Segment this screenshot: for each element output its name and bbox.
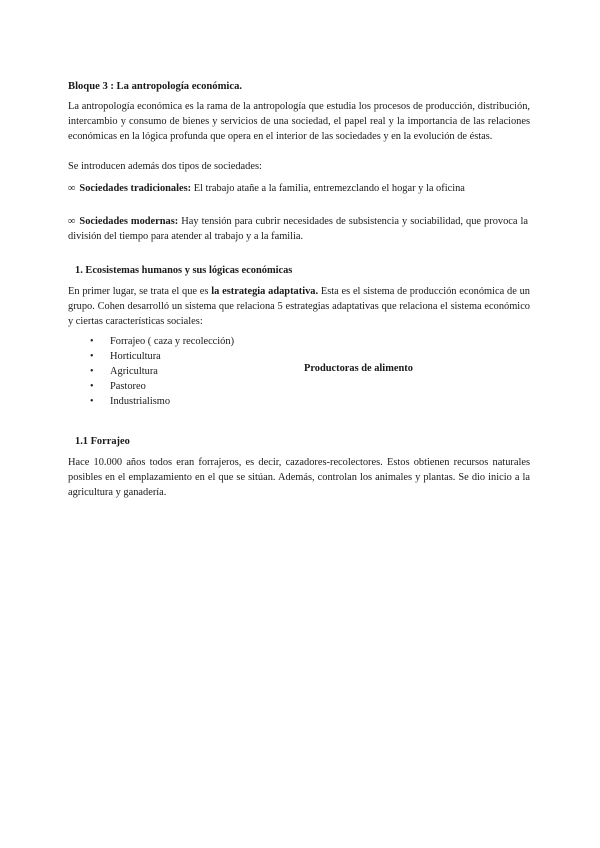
bullet-dot-icon: • bbox=[90, 336, 94, 347]
list-item-text: Horticultura bbox=[110, 351, 161, 362]
list-item bbox=[90, 379, 234, 394]
list-item bbox=[90, 334, 234, 349]
list-item bbox=[90, 394, 234, 409]
traditional-text: El trabajo atañe a la familia, entremezclando el hogar y la oficina bbox=[191, 183, 465, 194]
bullet-dot-icon: • bbox=[90, 366, 94, 377]
section-heading-ecosistemas: 1. Ecosistemas humanos y sus lógicas económicas bbox=[75, 265, 293, 276]
bullet-dot-icon: • bbox=[90, 351, 94, 362]
adaptive-strategies-list bbox=[90, 334, 234, 409]
traditional-term: Sociedades tradicionales: bbox=[79, 183, 192, 194]
list-item-text: Pastoreo bbox=[110, 381, 146, 392]
bullet-dot-icon: • bbox=[90, 381, 94, 392]
list-item-text: Agricultura bbox=[110, 366, 158, 377]
list-item-text: Industrialismo bbox=[110, 396, 171, 407]
infinity-bullet-icon: ∞ bbox=[68, 183, 76, 194]
intro-paragraph: La antropología económica es la rama de la antropología que estudia los procesos de producción, distribución, intercambio y consumo de bienes y servicios de una sociedad, el papel real y la importancia de las relaciones económicas en la lógica profunda que opera en el interior de las sociedades y en la evolución de éstas. bbox=[68, 101, 530, 142]
societies-intro: Se introducen además dos tipos de sociedades: bbox=[68, 161, 262, 172]
section-heading-forrajeo: 1.1 Forrajeo bbox=[75, 436, 130, 447]
section1-bold-term: la estrategia adaptativa. bbox=[211, 286, 319, 297]
section1-paragraph bbox=[68, 284, 530, 329]
page-heading: Bloque 3 : La antropología económica. bbox=[68, 81, 243, 92]
forrajeo-paragraph: Hace 10.000 años todos eran forrajeros, es decir, cazadores-recolectores. Estos obtienen recursos naturales posibles en el emplazamiento en el que se sitúan. Además, controlan los animales y plantas. Se dio inicio a la agricultura y ganadería. bbox=[68, 457, 530, 498]
list-item bbox=[90, 349, 234, 364]
modern-text: Hay tensión para cubrir necesidades de subsistencia y sociabilidad, que provoca la división del tiempo para atender al trabajo y a la familia. bbox=[68, 216, 529, 242]
section1-text-before: En primer lugar, se trata el que es bbox=[68, 286, 212, 297]
bullet-dot-icon: • bbox=[90, 396, 94, 407]
section1-text-after: Esta es el sistema de producción económica de un grupo. Cohen desarrolló un sistema que relaciona 5 estrategias adaptativas que relaciona el sistema económico y ciertas características sociales: bbox=[68, 286, 530, 327]
list-item-text: Forrajeo ( caza y recolección) bbox=[110, 336, 235, 347]
food-producers-label: Productoras de alimento bbox=[304, 363, 413, 374]
traditional-society-item bbox=[68, 181, 538, 196]
infinity-bullet-icon: ∞ bbox=[68, 216, 76, 227]
list-item bbox=[90, 364, 234, 379]
modern-term: Sociedades modernas: bbox=[79, 216, 179, 227]
modern-society-item bbox=[68, 214, 528, 244]
